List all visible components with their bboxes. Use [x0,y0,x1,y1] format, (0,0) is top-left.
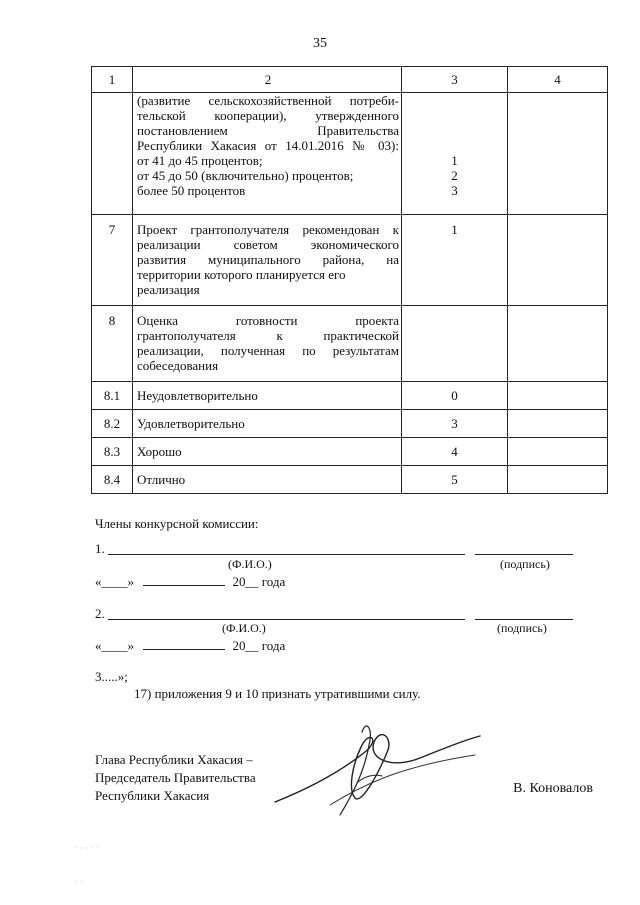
text-line: грантополучателя к практической [137,328,399,343]
handwritten-signature [270,710,490,820]
date-day: «____» [95,574,134,589]
date-month-blank [143,649,225,650]
date-year: 20__ года [232,638,286,653]
fio-line [108,619,465,620]
criterion-text [133,93,402,215]
table-row [92,93,608,215]
criterion-text: Неудовлетворительно [133,382,402,410]
header-col-2: 2 [133,67,402,93]
text-line: реализация [137,282,200,297]
fio-label: (Ф.И.О.) [228,557,272,571]
header-col-1: 1 [92,67,133,93]
page-number: 35 [313,36,327,51]
text-line: территории которого планируется его [137,267,346,282]
score-cell: 3 [402,410,508,438]
scan-artifact: · · [75,877,84,887]
fio-line [108,554,465,555]
position-line: Глава Республики Хакасия – [95,752,253,767]
table-row [92,215,608,306]
extra-cell [508,438,608,466]
member-number: 2. [95,606,105,621]
extra-cell [508,382,608,410]
header-col-4: 4 [508,67,608,93]
table-row [92,306,608,382]
text-line: развития муниципального района, на [137,252,399,267]
extra-cell [508,93,608,215]
signature-line [475,619,573,620]
text-line: от 41 до 45 процентов; [137,153,263,168]
text-line: собеседования [137,358,219,373]
signatory-name: В. Коновалов [513,781,593,796]
row-number [92,306,133,382]
score-value: 2 [451,168,458,183]
date-line [95,574,285,590]
position-line: Председатель Правительства [95,770,256,785]
date-day: «____» [95,638,134,653]
text-line: постановлением Правительства [137,123,399,138]
row-number: 8.4 [92,466,133,494]
text-line: Республики Хакасия от 14.01.2016 № 03): [137,138,399,153]
criterion-text: Отлично [133,466,402,494]
extra-cell [508,306,608,382]
row-number [92,93,133,215]
score-value: 3 [451,183,458,198]
text-line: Проект грантополучателя рекомендован к [137,222,399,237]
score-cell: 4 [402,438,508,466]
text-line: Оценка готовности проекта [137,313,399,328]
score-cell: 5 [402,466,508,494]
member-number: 1. [95,541,105,556]
score-cell: 0 [402,382,508,410]
text-line: тельской кооперации), утвержденного [137,108,399,123]
criterion-text [133,306,402,382]
clause-17: 17) приложения 9 и 10 признать утратившими силу. [134,686,421,701]
signature-label: (подпись) [500,557,550,571]
signature-label: (подпись) [497,621,547,635]
member-number-third: 3.....»; [95,669,128,684]
table-row [92,466,608,494]
date-month-blank [143,585,225,586]
text-line: более 50 процентов [137,183,246,198]
table-row [92,410,608,438]
criteria-table [91,66,608,494]
text-line: реализации, полученная по результатам [137,343,399,358]
score-cell [402,93,508,215]
fio-label: (Ф.И.О.) [222,621,266,635]
signature-line [475,554,573,555]
row-number [92,215,133,306]
date-year: 20__ года [232,574,286,589]
extra-cell [508,410,608,438]
position-line: Республики Хакасия [95,788,210,803]
commission-title: Члены конкурсной комиссии: [95,516,259,531]
signatory-position [95,751,256,805]
extra-cell [508,215,608,306]
text-line: (развитие сельскохозяйственной потреби- [137,93,399,108]
score-cell [402,215,508,306]
score-cell [402,306,508,382]
header-col-3: 3 [402,67,508,93]
table-row [92,382,608,410]
criterion-text [133,215,402,306]
row-number: 8.2 [92,410,133,438]
row-number: 8.3 [92,438,133,466]
row-number-value: 8 [108,313,116,328]
text-line: реализации советом экономического [137,237,399,252]
score-value: 1 [451,222,458,237]
extra-cell [508,466,608,494]
scan-artifact: · · · · · [75,843,99,853]
row-number-value: 7 [108,222,116,237]
row-number: 8.1 [92,382,133,410]
criterion-text: Удовлетворительно [133,410,402,438]
text-line: от 45 до 50 (включительно) процентов; [137,168,354,183]
score-value: 1 [451,153,458,168]
date-line [95,638,285,654]
criterion-text: Хорошо [133,438,402,466]
table-header-row [92,67,608,93]
table-row [92,438,608,466]
